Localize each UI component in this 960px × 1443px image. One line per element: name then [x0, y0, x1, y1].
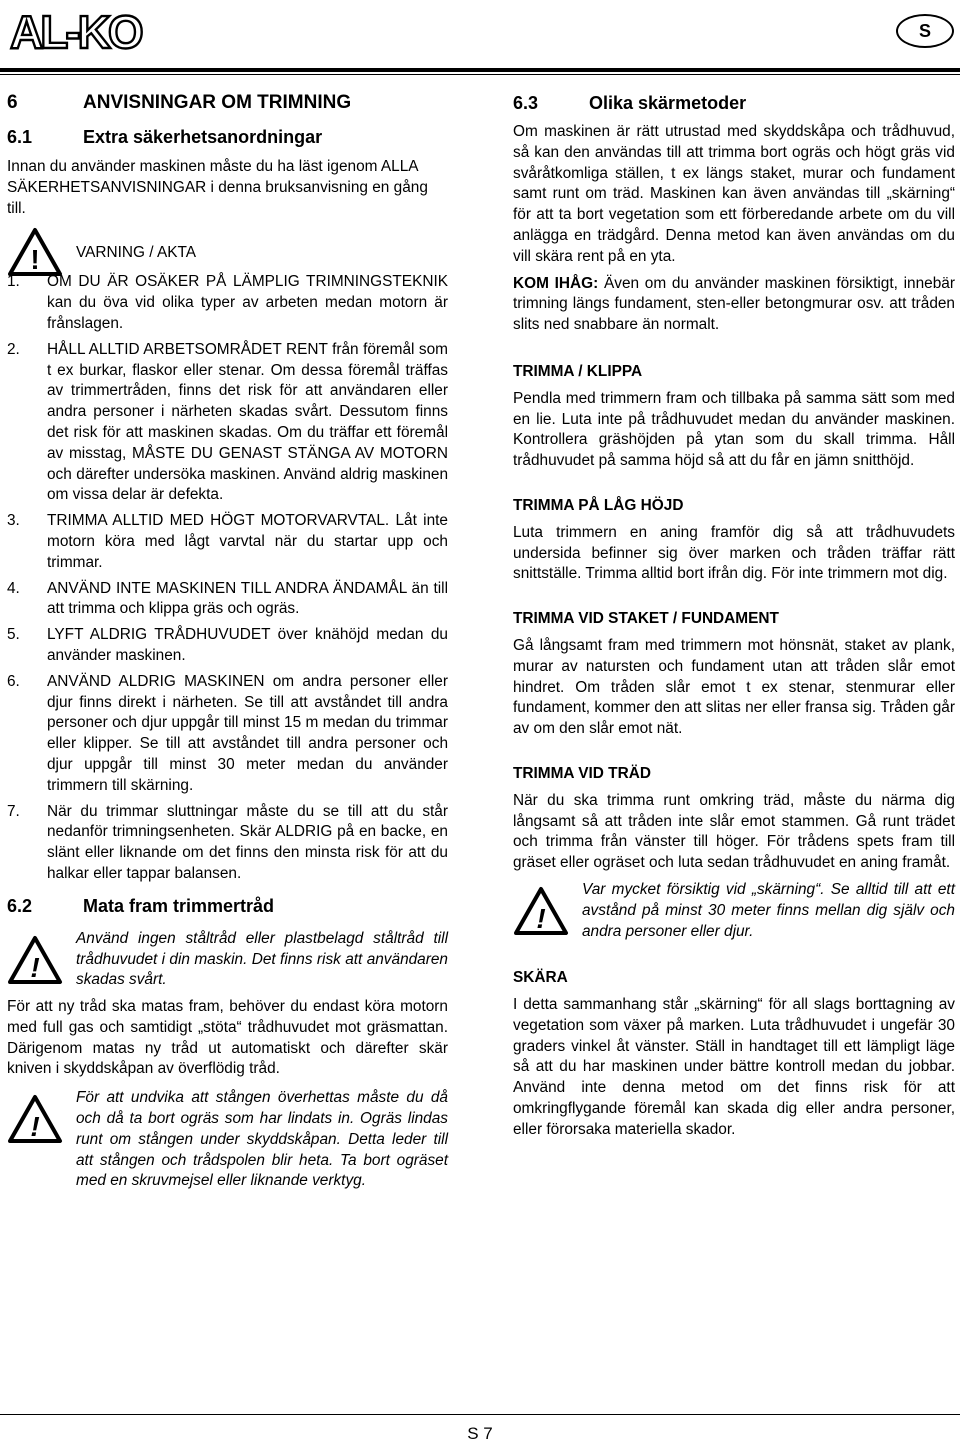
- language-badge: S: [896, 14, 954, 48]
- safety-rules-list: [7, 272, 448, 884]
- tree-heading: TRIMMA VID TRÄD: [513, 764, 651, 782]
- svg-text:!: !: [30, 244, 40, 276]
- header-divider-thin: [0, 74, 960, 75]
- tree-text: När du ska trimma runt omkring träd, måste du närma dig långsamt så att tråden inte slår emot stammen. Gå runt trädet och trimma från vänster till höger. För trådens spets fram till gräset eller ogräset och luta sedan trådhuvudet en aning framåt.: [513, 791, 955, 872]
- list-item: 6. ANVÄND ALDRIG MASKINEN om andra personer eller djur finns direkt i närheten. Se till att avståndet till andra personer och djur uppgår till minst 15 m medan du trimmar eller klipper. Se till att avståndet till andra personer och djur uppgår till minst 30 meter medan du använder trimmern till skärning.: [7, 672, 448, 794]
- wire-warning: ! Använd ingen ståltråd eller plastbelagd ståltråd till trådhuvudet i din maskin. Det finns risk att användaren skadas svårt.: [7, 929, 448, 991]
- fence-heading: TRIMMA VID STAKET / FUNDAMENT: [513, 610, 779, 628]
- warning-triangle-icon: [513, 886, 569, 936]
- list-item: 1. OM DU ÄR OSÄKER PÅ LÄMPLIG TRIMNINGSTEKNIK kan du öva vid olika typer av arbeten medan motorn är frånslagen.: [7, 273, 448, 332]
- warning-triangle-icon: [7, 935, 63, 985]
- feed-line-paragraph: För att ny tråd ska matas fram, behöver du endast köra motorn med full gas och samtidigt „stöta“ trådhuvudet mot gräsmattan. Därigenom matas ny tråd ut automatiskt och därefter skär kniven i skyddskåpan av överflödig tråd.: [7, 998, 448, 1078]
- cutting-heading: SKÄRA: [513, 969, 568, 987]
- intro-paragraph: Innan du använder maskinen måste du ha läst igenom ALLA SÄKERHETSANVISNINGAR i denna bruksanvisning en gång till.: [7, 158, 428, 217]
- low-height-heading: TRIMMA PÅ LÅG HÖJD: [513, 496, 684, 514]
- list-item: 2. HÅLL ALLTID ARBETSOMRÅDET RENT från föremål som t ex burkar, flaskor eller stenar. Om dessa föremål träffas av trimmertråden, finns det risk för att användaren eller andra personer i närheten skadas svårt. Dessutom finns det risk för att maskinen skadas. Om du träffar ett föremål av misstag, MÅSTE DU GENAST STÄNGA AV MOTORN och därefter undersöka maskinen. Använd aldrig maskinen om vissa delar är defekta.: [7, 340, 448, 504]
- low-height-text: Luta trimmern en aning framför dig så att trådhuvudets undersida befinner sig över marken och tråden träffar rätt snittställe. Trimma alltid bort ifrån dig. För inte trimmern mot dig.: [513, 523, 955, 583]
- overheat-warning: ! För att undvika att stången överhettas måste du då och då ta bort ogräs som har lindats in. Ogräs lindas runt om stången under skyddskåpan. Detta leder till att stången och trådspolen blir heta. Ta bort ogräset med en skruvmejsel eller liknande verktyg.: [7, 1088, 448, 1192]
- page-number: S 7: [467, 1424, 493, 1443]
- section-6-3-heading: 6.3 Olika skärmetoder: [513, 92, 747, 113]
- cutting-text: I detta sammanhang står „skärning“ för all slags borttagning av vegetation som växer på marken. Luta trådhuvudet i ungefär 30 graders vinkel åt vänster. Ställ in handtaget till ett lämpligt läge så att du har maskinen under bättre kontroll medan du jobbar. Använd inte denna metod om det finns risk för att omkringflygande föremål kan skada dig eller andra personer, eller förorsaka materiella skador.: [513, 996, 955, 1138]
- fence-text: Gå långsamt fram med trimmern mot hönsnät, staket av plank, murar av natursten och fundament utan att tråden slår emot hindret. Om tråden slår emot t ex stenar, stenmurar eller fundament, kommer den att slitas ner eller fransa sig. Tråden går av om den slår emot nät.: [513, 636, 955, 738]
- warning-triangle-icon: [7, 1094, 63, 1144]
- section-6-1-heading: 6.1 Extra säkerhetsanordningar: [7, 126, 323, 147]
- list-item: 5. LYFT ALDRIG TRÅDHUVUDET över knähöjd medan du använder maskinen.: [7, 626, 448, 664]
- warning-label: VARNING / AKTA: [76, 244, 197, 262]
- warning-row: [7, 227, 448, 276]
- right-column: [513, 90, 955, 1141]
- list-item: 3. TRIMMA ALLTID MED HÖGT MOTORVARVTAL. Låt inte motorn köra med lågt varvtal när du startar upp och trimmar.: [7, 512, 448, 571]
- section-6-2-heading: 6.2 Mata fram trimmertråd: [7, 896, 275, 917]
- note-paragraph: KOM IHÅG: Även om du använder maskinen försiktigt, innebär trimning längs fundament, sten-eller betongmurar osv. att tråden slits ned snabbare än normalt.: [513, 274, 955, 334]
- cutting-warning: ! Var mycket försiktig vid „skärning“. Se alltid till att ett avstånd på minst 30 meter finns mellan dig själv och andra personer eller djur.: [513, 880, 955, 942]
- warning-triangle-icon: [7, 227, 63, 277]
- al-ko-logo: [6, 6, 168, 54]
- list-item: 4. ANVÄND INTE MASKINEN TILL ANDRA ÄNDAMÅL än till att trimma och klippa gräs och ogräs.: [7, 579, 448, 618]
- section-6-heading: 6 ANVISNINGAR OM TRIMNING: [7, 91, 352, 113]
- svg-text:!: !: [30, 951, 40, 983]
- methods-intro: Om maskinen är rätt utrustad med skyddskåpa och trådhuvud, så kan den användas till att trimma bort ogräs och högt gräs vid svåråtkomliga ställen, t ex längs staket, murar och fundament samt runt om träd. Maskinen kan även användas till „skärning“ för att ta bort vegetation som ett förberedande arbete om du vill anlägga en trädgård. Denna metod kan även användas om du vill skära rent på en yta.: [513, 123, 955, 265]
- trim-mow-heading: TRIMMA / KLIPPA: [513, 362, 643, 380]
- header-divider: [0, 68, 960, 72]
- left-column: [7, 90, 448, 1192]
- trim-mow-text: Pendla med trimmern fram och tillbaka på samma sätt som med en lie. Luta inte på trådhuvudet medan du använder maskinen. Kontrollera gräshöjden på ytan som du skall trimma. Håll trådhuvudet på samma höjd så att du får en jämn snitthöjd.: [513, 389, 955, 470]
- svg-text:!: !: [30, 1111, 40, 1143]
- list-item: 7. När du trimmar sluttningar måste du se till att du står nedanför trimningsenheten. Skär ALDRIG på en backe, en slänt eller liknande om det finns den minsta risk för att du halkar eller tappar balansen.: [7, 802, 448, 882]
- footer-divider: [0, 1414, 960, 1415]
- svg-text:AL-KO: AL-KO: [10, 6, 141, 54]
- svg-text:!: !: [536, 902, 546, 934]
